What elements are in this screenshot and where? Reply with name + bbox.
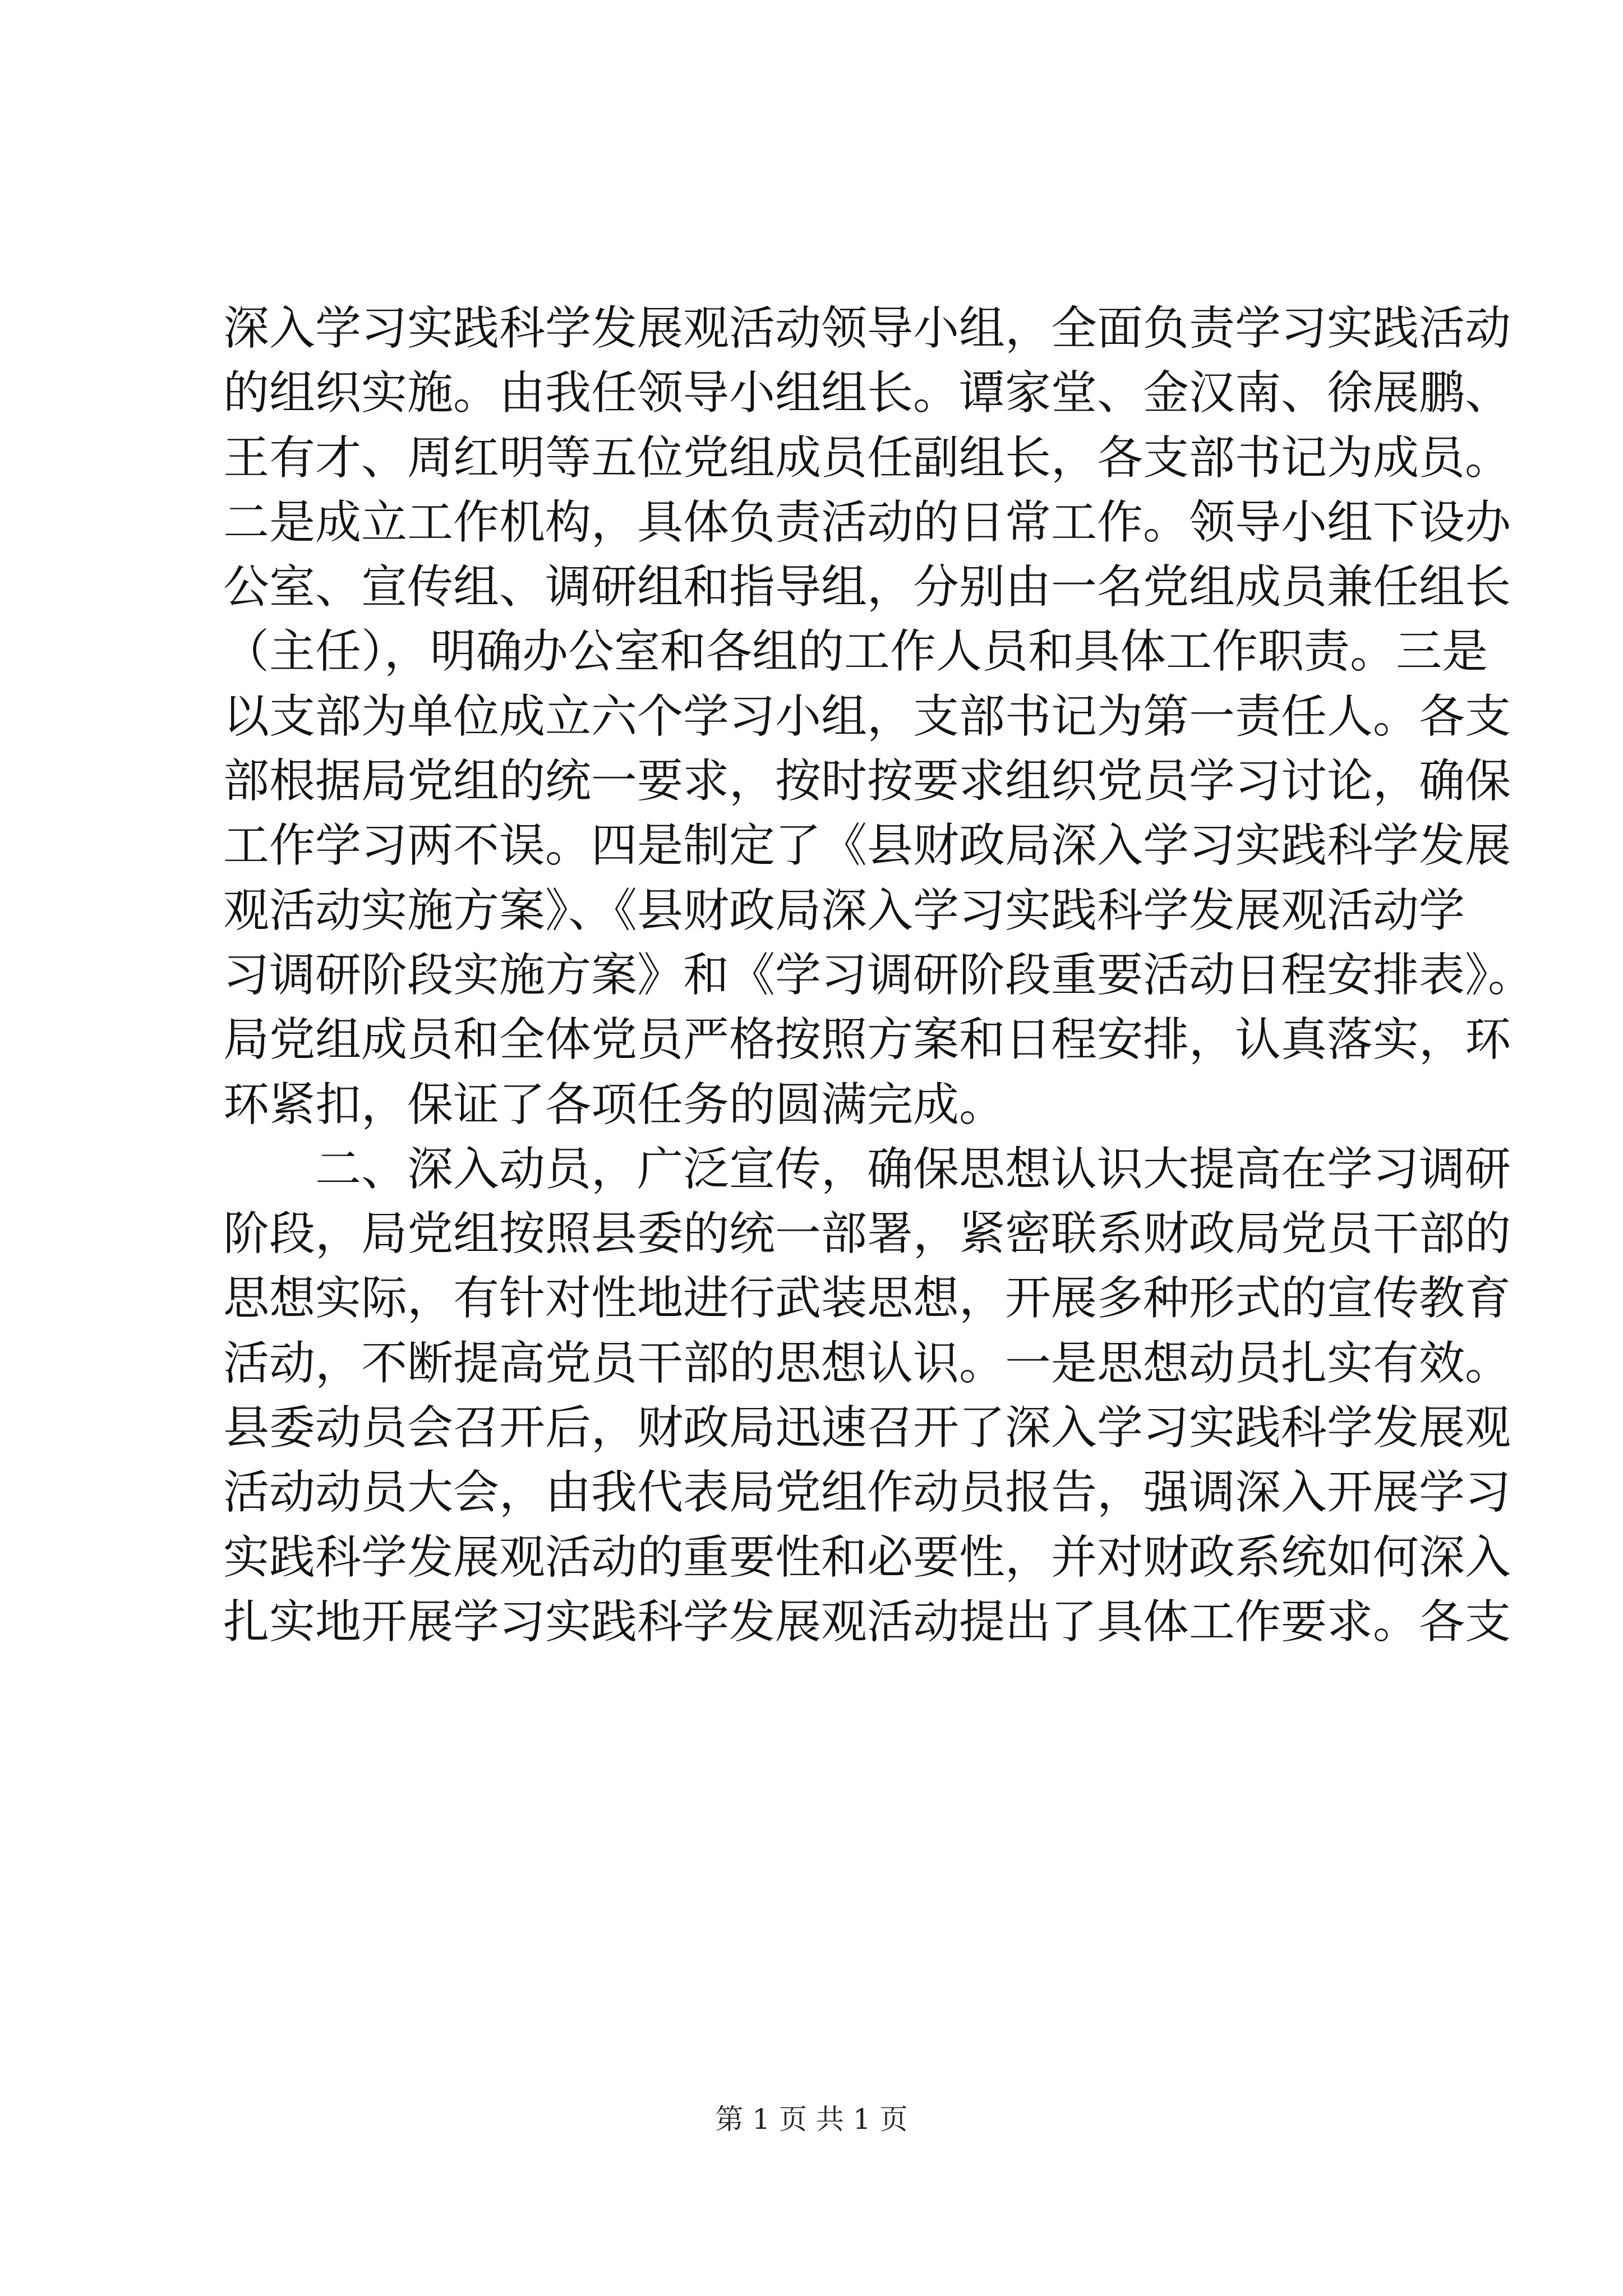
paragraph-heading-line: 二、深入动员，广泛宣传，确保思想认识大提高在学习调研 [315,1142,1511,1196]
text-line: 思想实际，有针对性地进行武装思想，开展多种形式的宣传教育 [223,1272,1511,1326]
text-line: 实践科学发展观活动的重要性和必要性，并对财政系统如何深入 [223,1530,1511,1584]
text-line: 县委动员会召开后，财政局迅速召开了深入学习实践科学发展观 [223,1401,1511,1455]
text-line: 局党组成员和全体党员严格按照方案和日程安排，认真落实，环 [223,1013,1511,1067]
text-line: 二是成立工作机构，具体负责活动的日常工作。领导小组下设办 [223,495,1511,549]
text-line: 环紧扣，保证了各项任务的圆满完成。 [223,1078,1006,1131]
text-line: 部根据局党组的统一要求，按时按要求组织党员学习讨论，确保 [223,754,1511,808]
text-line: 公室、宣传组、调研组和指导组，分别由一名党组成员兼任组长 [223,560,1511,614]
text-line: 以支部为单位成立六个学习小组，支部书记为第一责任人。各支 [223,689,1511,743]
text-line: 习调研阶段实施方案》和《学习调研阶段重要活动日程安排表》。 [223,948,1534,1002]
text-line: 阶段，局党组按照县委的统一部署，紧密联系财政局党员干部的 [223,1207,1511,1261]
text-line: 的组织实施。由我任领导小组组长。谭家堂、金汉南、徐展鹏、 [223,366,1511,420]
text-line: 工作学习两不误。四是制定了《县财政局深入学习实践科学发展 [223,819,1511,873]
text-line: （主任），明确办公室和各组的工作人员和具体工作职责。三是 [223,625,1488,679]
text-line: 活动，不断提高党员干部的思想认识。一是思想动员扎实有效。 [223,1336,1511,1390]
text-line: 深入学习实践科学发展观活动领导小组，全面负责学习实践活动 [223,302,1511,355]
text-line: 活动动员大会，由我代表局党组作动员报告，强调深入开展学习 [223,1466,1511,1520]
text-line: 观活动实施方案》、《县财政局深入学习实践科学发展观活动学 [223,884,1465,937]
document-body [223,296,1534,1654]
text-line: 扎实地开展学习实践科学发展观活动提出了具体工作要求。各支 [223,1595,1511,1649]
text-line: 王有才、周红明等五位党组成员任副组长，各支部书记为成员。 [223,431,1511,485]
page-number-footer: 第 1 页 共 1 页 [715,2103,908,2136]
